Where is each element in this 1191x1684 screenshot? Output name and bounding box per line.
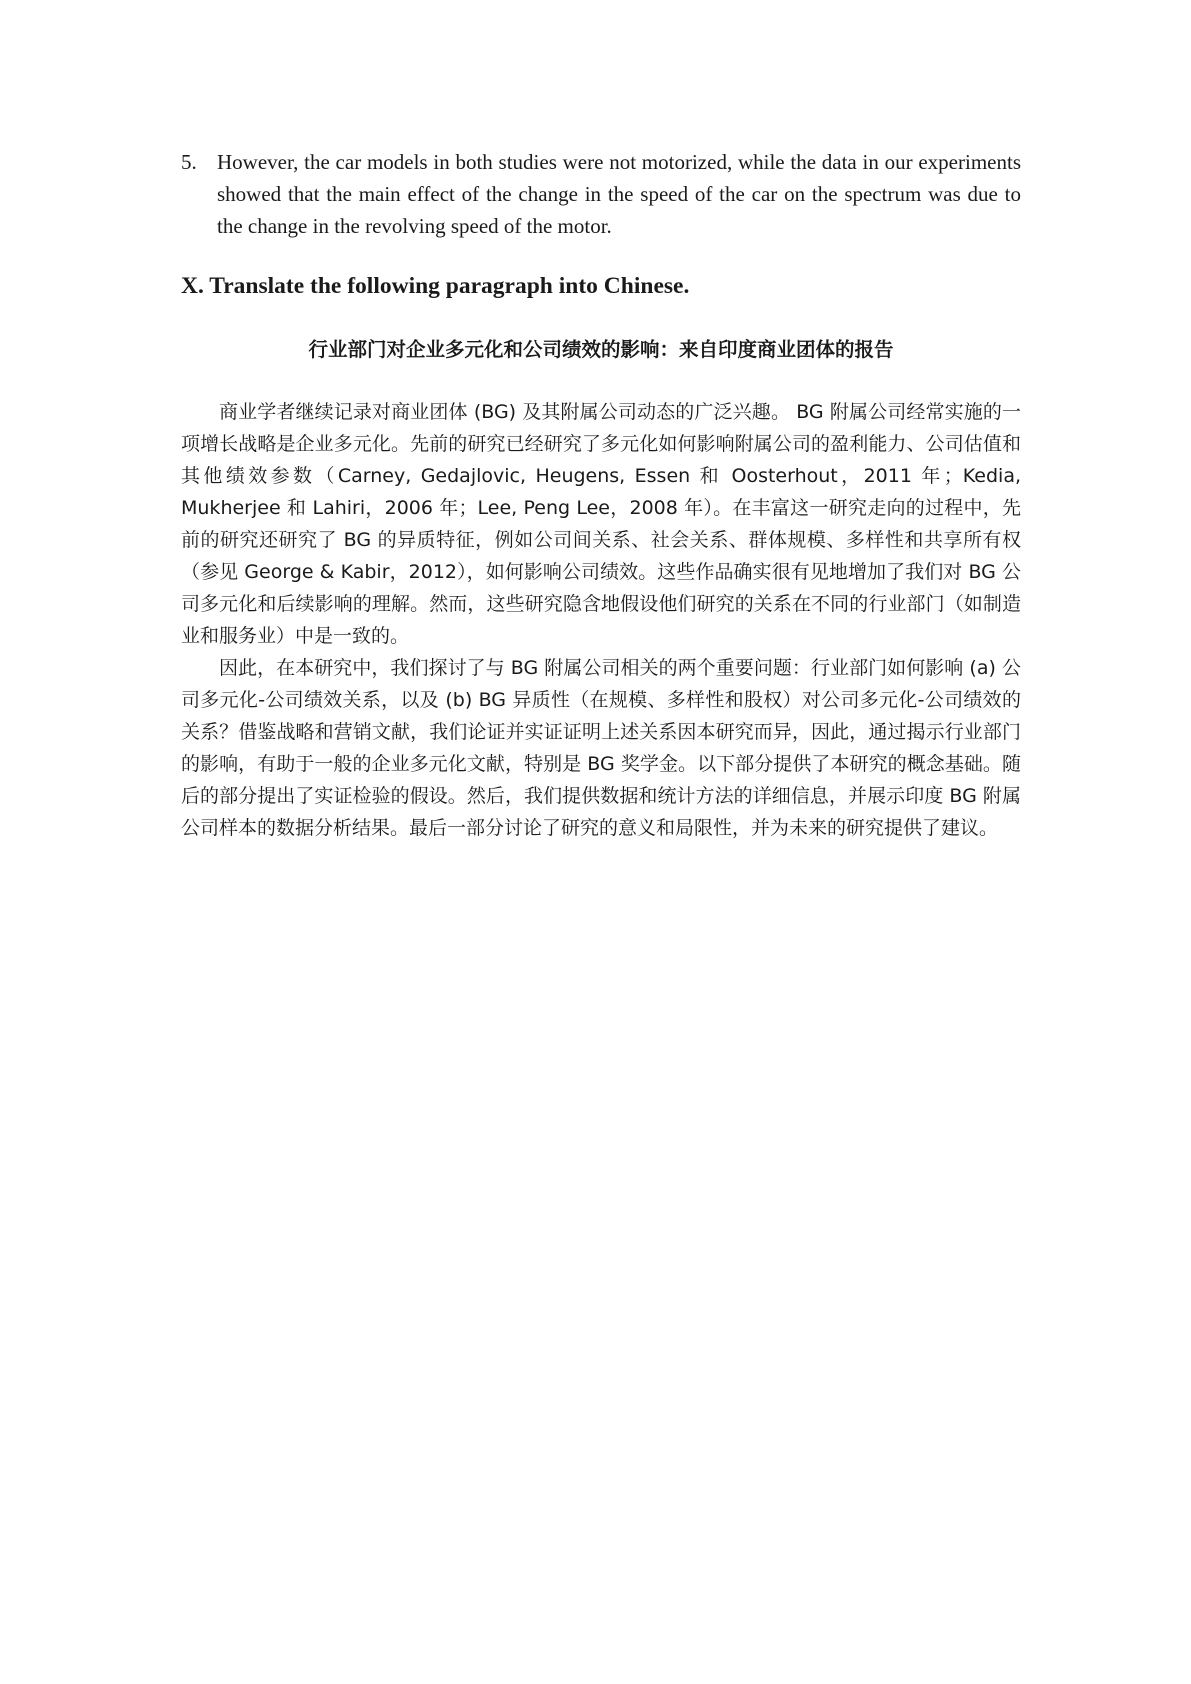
list-item-5 xyxy=(181,146,1021,242)
list-item-number: 5. xyxy=(181,150,197,174)
passage-paragraph-2: 因此，在本研究中，我们探讨了与 BG 附属公司相关的两个重要问题：行业部门如何影响 (a) 公司多元化-公司绩效关系，以及 (b) BG 异质性（在规模、多样性和股权）对公司多元化-公司绩效的关系？借鉴战略和营销文献，我们论证并实证证明上述关系因本研究而异，因此，通过揭示行业部门的影响，有助于一般的企业多元化文献，特别是 BG 奖学金。以下部分提供了本研究的概念基础。随后的部分提出了实证检验的假设。然后，我们提供数据和统计方法的详细信息，并展示印度 BG 附属公司样本的数据分析结果。最后一部分讨论了研究的意义和局限性，并为未来的研究提供了建议。 xyxy=(181,657,1021,839)
list-item-text: However, the car models in both studies were not motorized, while the data in our experiments showed that the main effect of the change in the speed of the car on the spectrum was due to the change in the revolving speed of the motor. xyxy=(217,150,1021,238)
passage-body xyxy=(181,396,1021,844)
passage-paragraph-1: 商业学者继续记录对商业团体 (BG) 及其附属公司动态的广泛兴趣。 BG 附属公司经常实施的一项增长战略是企业多元化。先前的研究已经研究了多元化如何影响附属公司的盈利能力、公司估值和其他绩效参数（Carney, Gedajlovic, Heugens, Essen 和 Oosterhout，2011 年；Kedia, Mukherjee 和 Lahiri，2006 年；Lee, Peng Lee，2008 年）。在丰富这一研究走向的过程中，先前的研究还研究了 BG 的异质特征，例如公司间关系、社会关系、群体规模、多样性和共享所有权（参见 George & Kabir，2012），如何影响公司绩效。这些作品确实很有见地增加了我们对 BG 公司多元化和后续影响的理解。然而，这些研究隐含地假设他们研究的关系在不同的行业部门（如制造业和服务业）中是一致的。 xyxy=(181,401,1021,647)
section-heading: X. Translate the following paragraph into Chinese. xyxy=(181,273,690,299)
passage-title: 行业部门对企业多元化和公司绩效的影响：来自印度商业团体的报告 xyxy=(308,338,894,361)
